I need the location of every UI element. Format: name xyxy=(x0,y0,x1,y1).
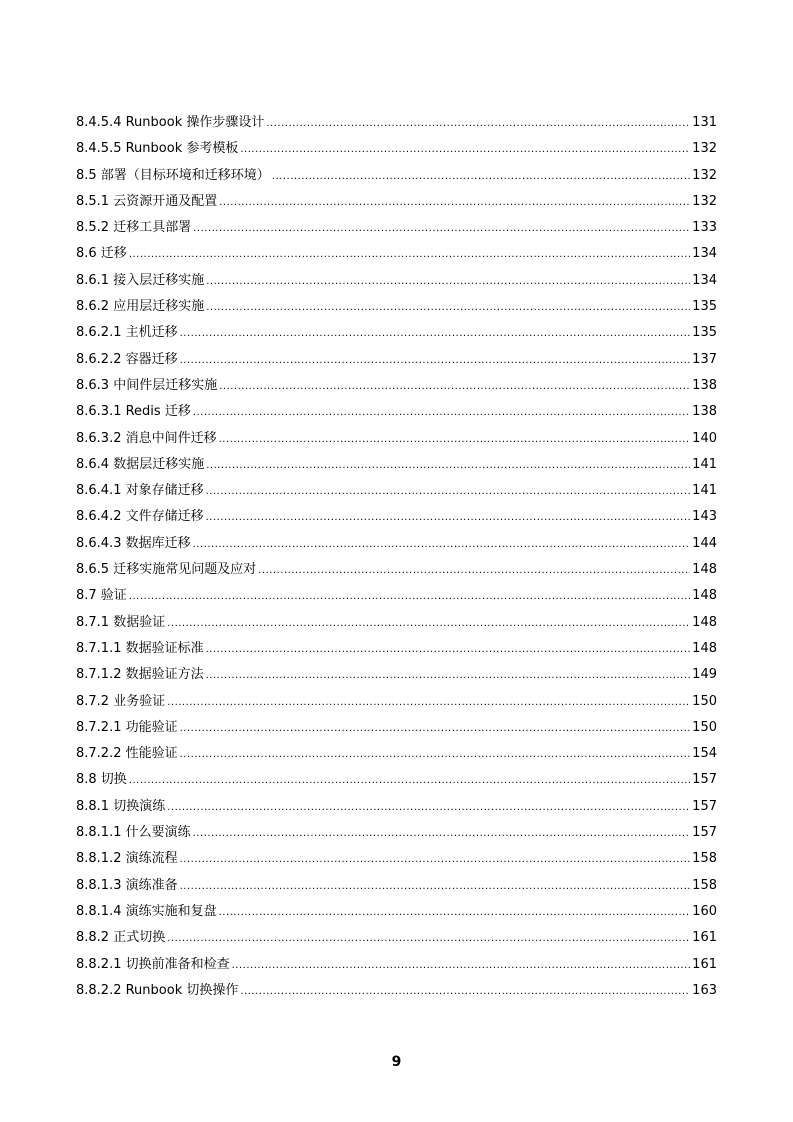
toc-entry-title: 8.6.2.1 主机迁移 xyxy=(76,325,178,341)
toc-dot-leader xyxy=(206,508,691,528)
toc-entry-page: 148 xyxy=(692,640,717,656)
toc-dot-leader xyxy=(180,351,691,371)
toc-dot-leader xyxy=(180,719,691,739)
toc-dot-leader xyxy=(180,745,691,765)
toc-entry[interactable] xyxy=(76,902,717,928)
toc-entry[interactable] xyxy=(76,218,717,244)
toc-entry-page: 141 xyxy=(692,456,717,472)
toc-entry-title: 8.8.1 切换演练 xyxy=(76,798,166,814)
toc-dot-leader xyxy=(180,850,691,870)
toc-entry-title: 8.6 迁移 xyxy=(76,246,127,262)
toc-dot-leader xyxy=(129,245,690,265)
toc-entry[interactable] xyxy=(76,271,717,297)
toc-entry-title: 8.8.2 正式切换 xyxy=(76,930,166,946)
toc-dot-leader xyxy=(180,324,691,344)
toc-entry[interactable] xyxy=(76,297,717,323)
toc-entry-page: 132 xyxy=(692,167,717,183)
toc-entry-page: 157 xyxy=(692,772,717,788)
toc-dot-leader xyxy=(258,561,690,581)
toc-dot-leader xyxy=(272,167,690,187)
toc-dot-leader xyxy=(219,193,690,213)
toc-dot-leader xyxy=(167,614,690,634)
toc-entry-title: 8.6.2 应用层迁移实施 xyxy=(76,299,205,315)
toc-entry[interactable] xyxy=(76,455,717,481)
toc-dot-leader xyxy=(232,956,691,976)
toc-entry-title: 8.7.2.1 功能验证 xyxy=(76,719,178,735)
toc-entry-title: 8.6.2.2 容器迁移 xyxy=(76,351,178,367)
toc-entry-title: 8.4.5.5 Runbook 参考模板 xyxy=(76,141,239,157)
toc-entry-title: 8.8.1.3 演练准备 xyxy=(76,877,178,893)
toc-entry-title: 8.6.4.1 对象存储迁移 xyxy=(76,483,204,499)
toc-entry-page: 149 xyxy=(692,667,717,683)
toc-entry-page: 135 xyxy=(692,299,717,315)
toc-dot-leader xyxy=(219,903,691,923)
toc-entry-page: 132 xyxy=(692,193,717,209)
toc-entry[interactable] xyxy=(76,665,717,691)
toc-entry-title: 8.7.2.2 性能验证 xyxy=(76,746,178,762)
toc-dot-leader xyxy=(206,272,690,292)
toc-entry[interactable] xyxy=(76,192,717,218)
toc-dot-leader xyxy=(240,982,690,1002)
toc-dot-leader xyxy=(129,771,690,791)
toc-entry-title: 8.7.1 数据验证 xyxy=(76,614,166,630)
toc-entry-page: 150 xyxy=(692,693,717,709)
toc-entry[interactable] xyxy=(76,744,717,770)
toc-entry-title: 8.8 切换 xyxy=(76,772,127,788)
toc-dot-leader xyxy=(206,666,691,686)
toc-entry-title: 8.5 部署（目标环境和迁移环境） xyxy=(76,167,270,183)
toc-entry[interactable] xyxy=(76,350,717,376)
toc-entry[interactable] xyxy=(76,507,717,533)
toc-entry-title: 8.6.3.2 消息中间件迁移 xyxy=(76,430,217,446)
toc-entry-page: 131 xyxy=(692,115,717,130)
toc-entry-title: 8.6.4.3 数据库迁移 xyxy=(76,535,191,551)
toc-entry-title: 8.7 验证 xyxy=(76,588,127,604)
toc-dot-leader xyxy=(206,482,691,502)
toc-entry-title: 8.8.1.1 什么要演练 xyxy=(76,825,191,841)
toc-entry[interactable] xyxy=(76,560,717,586)
toc-entry-page: 144 xyxy=(692,535,717,551)
toc-entry-title: 8.4.5.4 Runbook 操作步骤设计 xyxy=(76,115,265,130)
toc-entry[interactable] xyxy=(76,770,717,796)
toc-dot-leader xyxy=(167,798,690,818)
toc-dot-leader xyxy=(240,140,690,160)
toc-entry-page: 143 xyxy=(692,509,717,525)
toc-entry[interactable] xyxy=(76,376,717,402)
toc-dot-leader xyxy=(219,430,691,450)
toc-entry[interactable] xyxy=(76,534,717,560)
toc-entry-title: 8.5.2 迁移工具部署 xyxy=(76,220,192,236)
toc-entry-page: 148 xyxy=(692,562,717,578)
toc-entry[interactable] xyxy=(76,613,717,639)
toc-entry[interactable] xyxy=(76,718,717,744)
page-number: 9 xyxy=(391,1054,402,1070)
toc-entry-page: 148 xyxy=(692,588,717,604)
toc-dot-leader xyxy=(206,298,690,318)
toc-entry-page: 161 xyxy=(692,930,717,946)
toc-entry-title: 8.6.5 迁移实施常见问题及应对 xyxy=(76,562,257,578)
toc-dot-leader xyxy=(193,535,691,555)
toc-entry-page: 157 xyxy=(692,798,717,814)
toc-entry-title: 8.7.1.2 数据验证方法 xyxy=(76,667,204,683)
toc-dot-leader xyxy=(219,377,690,397)
toc-dot-leader xyxy=(193,219,690,239)
toc-entry[interactable] xyxy=(76,166,717,192)
toc-entry-page: 135 xyxy=(692,325,717,341)
toc-entry-page: 160 xyxy=(692,903,717,919)
toc-entry-page: 158 xyxy=(692,877,717,893)
toc-entry-page: 154 xyxy=(692,746,717,762)
toc-entry-title: 8.7.2 业务验证 xyxy=(76,693,166,709)
toc-entry[interactable] xyxy=(76,323,717,349)
toc-entry-page: 161 xyxy=(692,956,717,972)
toc-entry[interactable] xyxy=(76,586,717,612)
toc-entry-page: 133 xyxy=(692,220,717,236)
toc-dot-leader xyxy=(206,640,691,660)
toc-entry-title: 8.6.4 数据层迁移实施 xyxy=(76,456,205,472)
toc-entry-page: 132 xyxy=(692,141,717,157)
toc-entry[interactable] xyxy=(76,981,717,1007)
toc-entry[interactable] xyxy=(76,244,717,270)
toc-entry-title: 8.8.2.2 Runbook 切换操作 xyxy=(76,982,239,998)
toc-entry[interactable] xyxy=(76,797,717,823)
toc-entry-title: 8.6.3 中间件层迁移实施 xyxy=(76,377,218,393)
toc-entry-page: 140 xyxy=(692,430,717,446)
toc-entry-page: 157 xyxy=(692,825,717,841)
toc-entry-page: 148 xyxy=(692,614,717,630)
toc-dot-leader xyxy=(180,877,691,897)
toc-dot-leader xyxy=(129,587,690,607)
toc-entry-page: 137 xyxy=(692,351,717,367)
toc-entry-page: 163 xyxy=(692,982,717,998)
toc-entry[interactable] xyxy=(76,402,717,428)
toc-dot-leader xyxy=(167,929,690,949)
toc-dot-leader xyxy=(193,824,691,844)
toc-entry[interactable] xyxy=(76,928,717,954)
toc-entry-page: 134 xyxy=(692,272,717,288)
toc-entry-page: 141 xyxy=(692,483,717,499)
toc-entry-title: 8.8.1.4 演练实施和复盘 xyxy=(76,903,217,919)
toc-entry-page: 138 xyxy=(692,404,717,420)
toc-entry[interactable] xyxy=(76,955,717,981)
toc-entry[interactable] xyxy=(76,113,717,139)
toc-entry-title: 8.7.1.1 数据验证标准 xyxy=(76,640,204,656)
toc-entry-page: 150 xyxy=(692,719,717,735)
toc-entry[interactable] xyxy=(76,429,717,455)
toc-dot-leader xyxy=(167,693,690,713)
toc-entry-title: 8.6.3.1 Redis 迁移 xyxy=(76,404,191,420)
toc-entry[interactable] xyxy=(76,639,717,665)
toc-entry[interactable] xyxy=(76,481,717,507)
toc-entry[interactable] xyxy=(76,692,717,718)
toc-dot-leader xyxy=(206,456,690,476)
toc-entry-title: 8.6.1 接入层迁移实施 xyxy=(76,272,205,288)
toc-entry-page: 158 xyxy=(692,851,717,867)
toc-dot-leader xyxy=(193,403,690,423)
toc-entry[interactable] xyxy=(76,823,717,849)
toc-entry-page: 134 xyxy=(692,246,717,262)
toc-dot-leader xyxy=(266,114,690,134)
toc-entry[interactable] xyxy=(76,876,717,902)
toc-entry-title: 8.5.1 云资源开通及配置 xyxy=(76,193,218,209)
toc-entry-page: 138 xyxy=(692,377,717,393)
toc-entry-title: 8.6.4.2 文件存储迁移 xyxy=(76,509,204,525)
table-of-contents xyxy=(76,113,717,1007)
toc-entry-title: 8.8.1.2 演练流程 xyxy=(76,851,178,867)
toc-entry[interactable] xyxy=(76,139,717,165)
toc-entry[interactable] xyxy=(76,849,717,875)
toc-entry-title: 8.8.2.1 切换前准备和检查 xyxy=(76,956,230,972)
